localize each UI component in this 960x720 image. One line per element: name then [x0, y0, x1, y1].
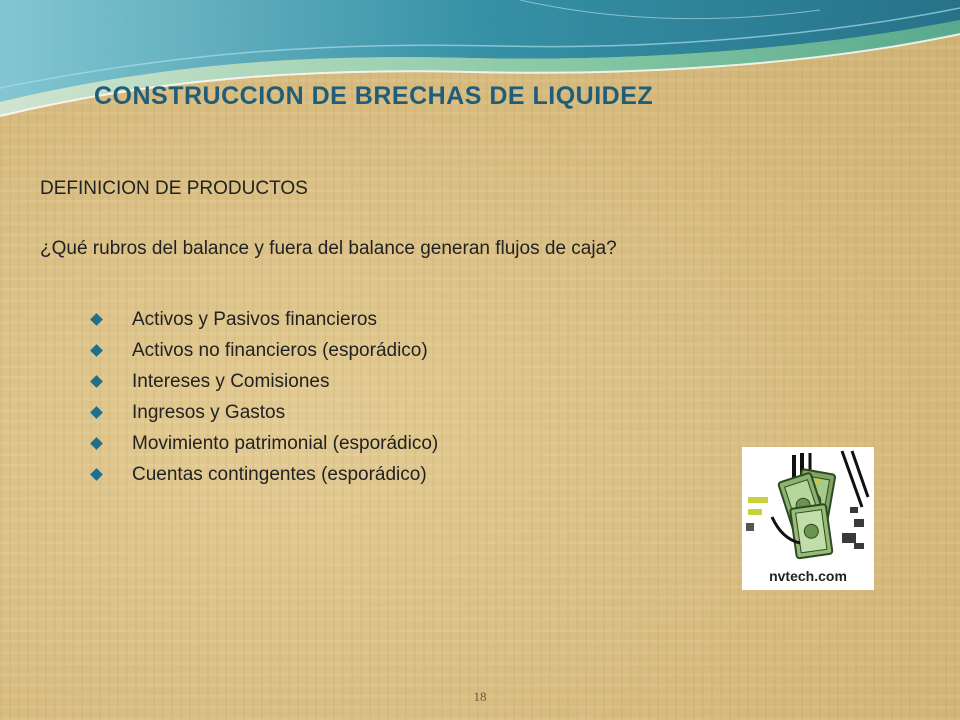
bullet-text: Movimiento patrimonial (esporádico) — [132, 432, 439, 454]
diamond-bullet-icon — [90, 344, 103, 357]
section-subtitle: DEFINICION DE PRODUCTOS — [40, 178, 308, 199]
slide-title: CONSTRUCCION DE BRECHAS DE LIQUIDEZ — [94, 82, 654, 110]
bullet-text: Activos no financieros (esporádico) — [132, 339, 428, 361]
bullet-item — [90, 428, 438, 459]
clipart-caption: nvtech.com — [769, 568, 847, 584]
bullet-text: Activos y Pasivos financieros — [132, 308, 377, 330]
money-clipart-icon — [742, 447, 874, 567]
bullet-text: Cuentas contingentes (esporádico) — [132, 463, 427, 485]
header-wave-decoration — [0, 0, 960, 140]
bullet-item — [90, 335, 438, 366]
diamond-bullet-icon — [90, 437, 103, 450]
bullet-list — [90, 304, 438, 490]
bullet-text: Intereses y Comisiones — [132, 370, 330, 392]
bullet-text: Ingresos y Gastos — [132, 401, 286, 423]
money-clipart-image — [742, 447, 874, 590]
page-number: 18 — [473, 689, 487, 704]
diamond-bullet-icon — [90, 375, 103, 388]
bullet-item — [90, 397, 438, 428]
bullet-item — [90, 366, 438, 397]
bullet-item — [90, 304, 438, 335]
question-text: ¿Qué rubros del balance y fuera del balance generan flujos de caja? — [40, 238, 617, 259]
diamond-bullet-icon — [90, 406, 103, 419]
bullet-item — [90, 459, 438, 490]
diamond-bullet-icon — [90, 313, 103, 326]
svg-text:$: $ — [814, 476, 821, 487]
diamond-bullet-icon — [90, 468, 103, 481]
